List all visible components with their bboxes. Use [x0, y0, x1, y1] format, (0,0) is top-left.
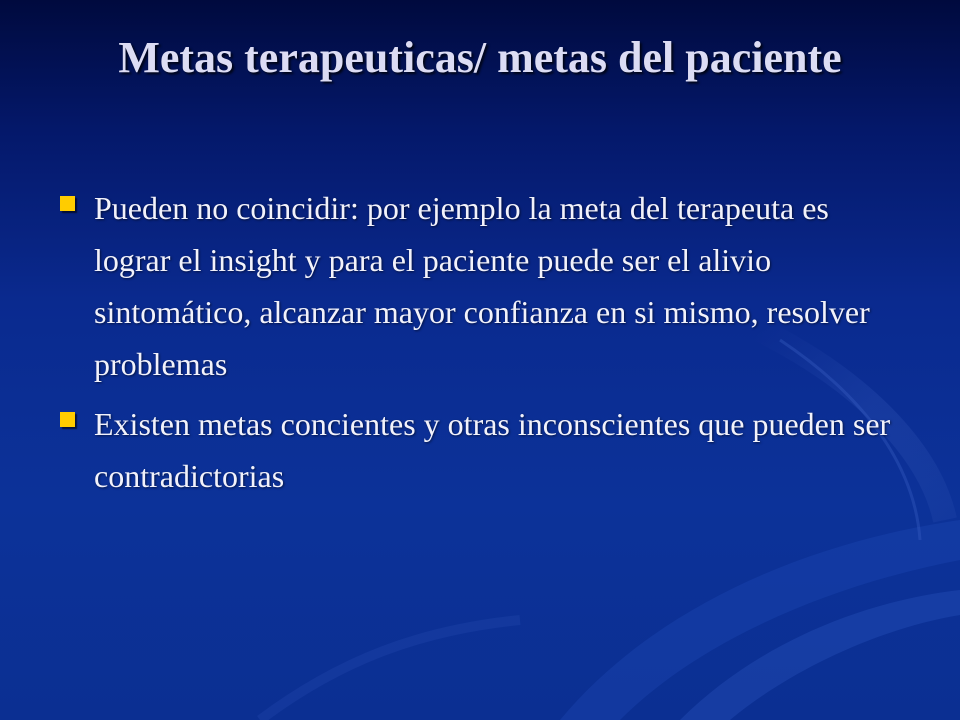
bullet-item — [56, 398, 906, 502]
bullet-item — [56, 182, 906, 390]
slide-title: Metas terapeuticas/ metas del paciente — [118, 33, 842, 82]
square-bullet-icon — [60, 196, 75, 211]
bullet-text: Pueden no coincidir: por ejemplo la meta del terapeuta es lograr el insight y para el paciente puede ser el alivio sintomático, alcanzar mayor confianza en si mismo, resolver problemas — [94, 190, 870, 382]
bullet-text: Existen metas concientes y otras inconscientes que pueden ser contradictorias — [94, 406, 891, 494]
bullet-list — [56, 182, 906, 510]
square-bullet-icon — [60, 412, 75, 427]
